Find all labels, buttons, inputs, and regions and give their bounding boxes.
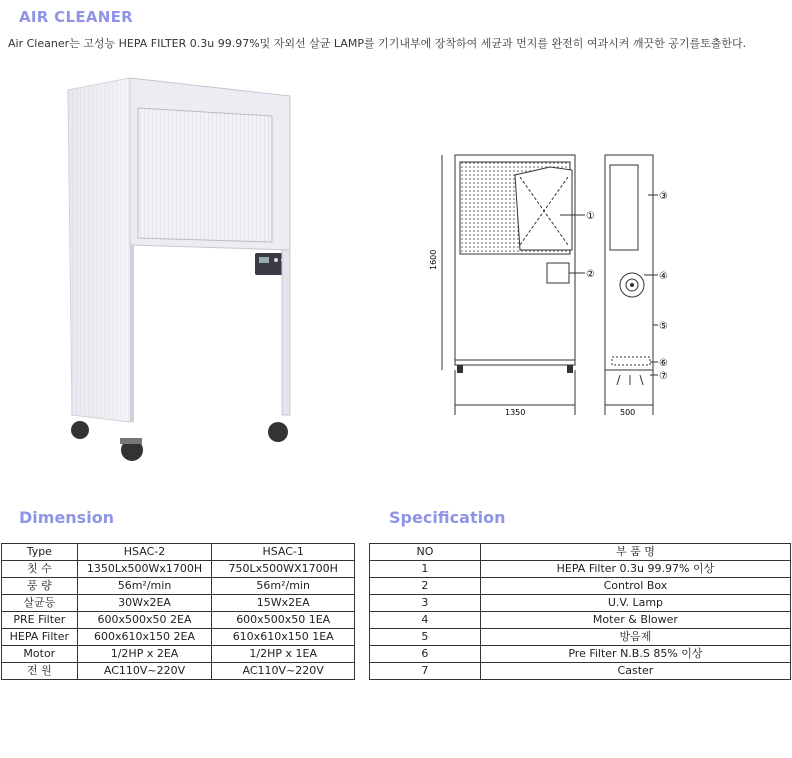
product-photo [60,70,310,470]
dimension-heading: Dimension [19,508,115,527]
table-row [370,663,791,680]
table-row [2,595,355,612]
table-row [2,646,355,663]
callout-5: ⑤ [659,321,668,332]
specification-cell: 1 [370,561,481,578]
table-row [370,578,791,595]
table-row [370,646,791,663]
dimension-cell: PRE Filter [2,612,78,629]
specification-cell: Pre Filter N.B.S 85% 이상 [480,646,790,663]
dimension-cell: Motor [2,646,78,663]
page-title: AIR CLEANER [19,8,134,26]
table-row [370,612,791,629]
depth-dimension-label: 500 [620,408,636,417]
dimension-cell: 750Lx500WX1700H [212,561,355,578]
table-row [370,629,791,646]
callout-2: ② [586,269,595,280]
specification-header-row [370,544,791,561]
specification-header-cell: NO [370,544,481,561]
table-row [370,595,791,612]
specification-cell: 5 [370,629,481,646]
table-row [2,561,355,578]
dimension-cell: 56m²/min [212,578,355,595]
specification-cell: 6 [370,646,481,663]
dimension-cell: HEPA Filter [2,629,78,646]
table-row [2,663,355,680]
dimension-cell: 전 원 [2,663,78,680]
dimension-cell: 1/2HP x 2EA [77,646,212,663]
dimension-cell: 살균등 [2,595,78,612]
dimension-cell: 1350Lx500Wx1700H [77,561,212,578]
specification-cell: Control Box [480,578,790,595]
dimension-cell: 600x500x50 2EA [77,612,212,629]
dimension-cell: AC110V~220V [212,663,355,680]
specification-cell: 7 [370,663,481,680]
specification-cell: 3 [370,595,481,612]
specification-cell: U.V. Lamp [480,595,790,612]
dimension-table [1,543,355,680]
callout-1: ① [586,211,595,222]
specification-cell: 방음제 [480,629,790,646]
technical-drawing [420,145,680,425]
dimension-header-cell: HSAC-1 [212,544,355,561]
specification-cell: 2 [370,578,481,595]
dimension-header-row [2,544,355,561]
dimension-header-cell: HSAC-2 [77,544,212,561]
specification-heading: Specification [389,508,506,527]
dimension-cell: 풍 량 [2,578,78,595]
table-row [2,578,355,595]
dimension-cell: AC110V~220V [77,663,212,680]
specification-cell: HEPA Filter 0.3u 99.97% 이상 [480,561,790,578]
specification-cell: 4 [370,612,481,629]
dimension-cell: 15Wx2EA [212,595,355,612]
specification-table [369,543,791,680]
callout-6: ⑥ [659,358,668,369]
dimension-cell: 600x500x50 1EA [212,612,355,629]
specification-cell: Caster [480,663,790,680]
dimension-header-cell: Type [2,544,78,561]
height-dimension-label: 1600 [429,249,438,270]
table-row [2,629,355,646]
width-dimension-label: 1350 [505,408,526,417]
specification-cell: Moter & Blower [480,612,790,629]
specification-header-cell: 부 품 명 [480,544,790,561]
dimension-cell: 610x610x150 1EA [212,629,355,646]
dimension-cell: 1/2HP x 1EA [212,646,355,663]
callout-3: ③ [659,191,668,202]
dimension-cell: 30Wx2EA [77,595,212,612]
dimension-cell: 56m²/min [77,578,212,595]
callout-4: ④ [659,271,668,282]
dimension-cell: 칫 수 [2,561,78,578]
callout-7: ⑦ [659,371,668,382]
table-row [370,561,791,578]
table-row [2,612,355,629]
dimension-cell: 600x610x150 2EA [77,629,212,646]
description-text: Air Cleaner는 고성능 HEPA FILTER 0.3u 99.97%및 자외선 살균 LAMP를 기기내부에 장착하여 세균과 먼지를 완전히 여과시켜 깨끗한 공기를토출한다. [8,37,747,50]
